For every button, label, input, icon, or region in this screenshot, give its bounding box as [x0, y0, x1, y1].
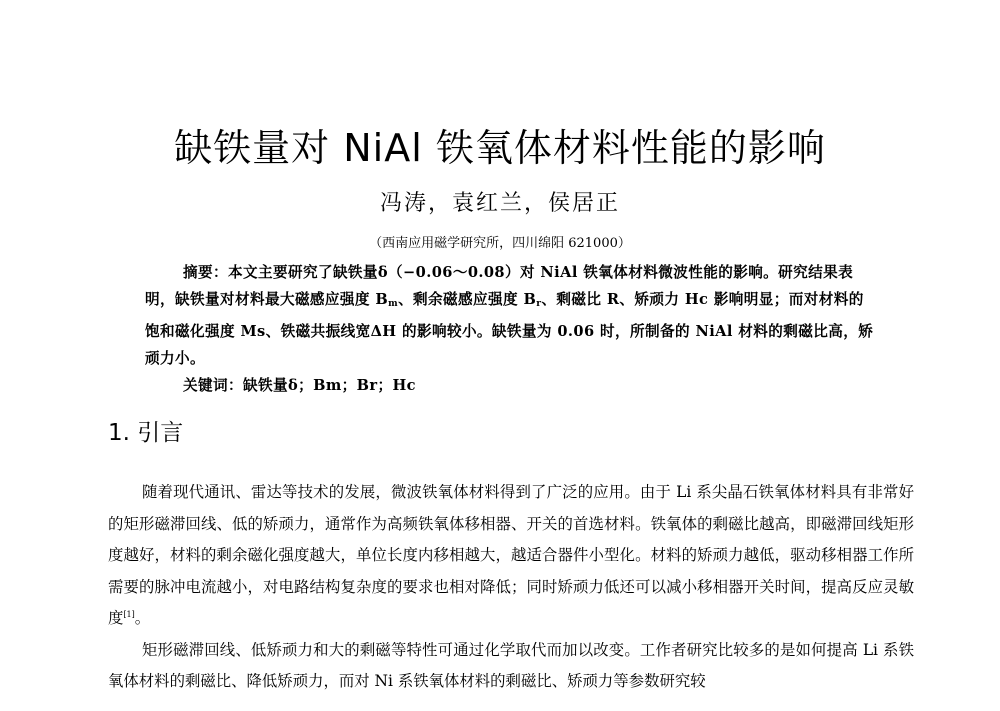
keywords-label: 关键词：	[183, 377, 243, 394]
author-list: 冯涛，袁红兰，侯居正	[379, 191, 620, 216]
introduction-body	[108, 477, 914, 698]
citation-ref-1: [1]	[123, 609, 135, 619]
body-paragraph-1	[108, 477, 914, 635]
body-paragraph-1-end: 。	[134, 609, 151, 627]
body-paragraph-1-text: 随着现代通讯、雷达等技术的发展，微波铁氧体材料得到了广泛的应用。由于 Li 系尖晶石铁氧体材料具有非常好的矩形磁滞回线、低的矫顽力，通常作为高频铁氧体移相器、开关的首选材料。铁氧体的剩磁比越高，即磁滞回线矩形度越好，材料的剩余磁化强度越大，单位长度内移相越大，越适合器件小型化。材料的矫顽力越低，驱动移相器工作所需要的脉冲电流越小，对电路结构复杂度的要求也相对降低；同时矫顽力低还可以减小移相器开关时间，提高反应灵敏度	[108, 483, 914, 627]
keywords-line	[145, 372, 875, 399]
abstract-subscript-m: m	[388, 299, 399, 309]
author-affiliation: （西南应用磁学研究所，四川绵阳 621000）	[369, 236, 631, 251]
abstract-text-part1: 本文主要研究了缺铁量δ（−0.06～0.08）对 NiAl 铁氧体材料微波性能的影响。研究结果表明，缺铁量对材料最大磁感应强度 B	[145, 264, 854, 308]
keywords-text: 缺铁量δ；Bm；Br；Hc	[242, 377, 416, 394]
paper-title: 缺铁量对 NiAl 铁氧体材料性能的影响	[174, 126, 826, 170]
abstract-text-part3: 、剩磁比 R、矫顽力 Hc 影响明显；而对材料的饱和磁化强度 Ms、铁磁共振线宽ΔH 的影响较小。缺铁量为 0.06 时，所制备的 NiAl 材料的剩磁比高，矫顽力小。	[145, 291, 874, 367]
body-paragraph-2: 矩形磁滞回线、低矫顽力和大的剩磁等特性可通过化学取代而加以改变。工作者研究比较多的是如何提高 Li 系铁氧体材料的剩磁比、降低矫顽力，而对 Ni 系铁氧体材料的剩磁比、矫顽力等参数研究较	[108, 640, 914, 690]
abstract-subscript-r: r	[536, 299, 542, 309]
section-heading-introduction: 1. 引言	[108, 420, 184, 446]
abstract-block	[145, 259, 875, 399]
abstract-paragraph	[145, 259, 875, 372]
abstract-text-part2: 、剩余磁感应强度 B	[398, 291, 537, 308]
abstract-label: 摘要：	[183, 264, 228, 281]
